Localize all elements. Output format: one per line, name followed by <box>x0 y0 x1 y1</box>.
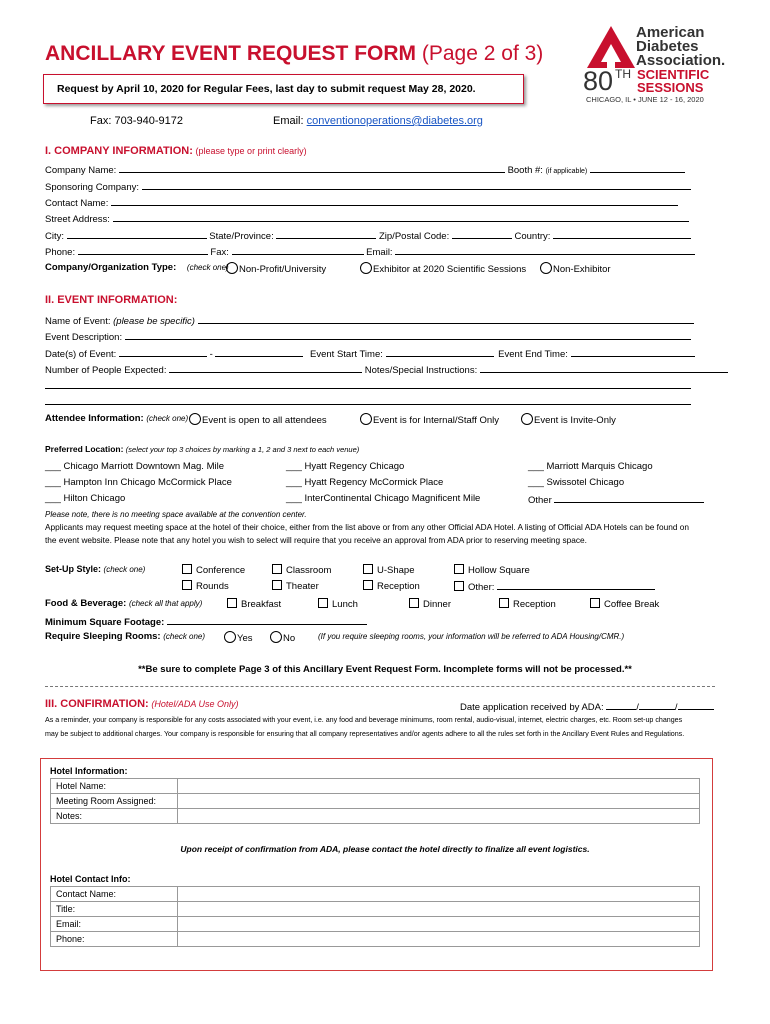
hotel-name: Swissotel Chicago <box>546 477 625 488</box>
table-row <box>51 917 700 932</box>
setup-option[interactable] <box>182 564 245 576</box>
notes-cell[interactable] <box>178 809 700 824</box>
table-row <box>51 809 700 824</box>
preferred-location-row <box>45 444 359 454</box>
checkbox-icon[interactable] <box>454 564 464 574</box>
event-desc-field[interactable] <box>125 330 691 340</box>
notes-line-3[interactable] <box>45 404 691 405</box>
setup-option[interactable] <box>182 580 229 592</box>
hotel-other-field[interactable] <box>554 493 704 503</box>
hotel-rank-blank[interactable]: ___ <box>45 461 61 472</box>
radio-icon[interactable] <box>360 413 372 425</box>
logo-sessions: SESSIONS <box>637 80 704 95</box>
hotel-rank-blank[interactable]: ___ <box>45 477 61 488</box>
hotel-name: Chicago Marriott Downtown Mag. Mile <box>63 461 225 472</box>
food-option-label: Breakfast <box>241 599 282 610</box>
setup-option[interactable] <box>272 580 319 592</box>
hotel-info-label: Hotel Information: <box>50 766 128 776</box>
contact-label: Contact Name: <box>45 198 109 209</box>
title-label: Title: <box>51 902 178 917</box>
setup-option-label: Classroom <box>286 565 332 576</box>
end-time-label: Event End Time: <box>498 349 568 360</box>
checkbox-icon[interactable] <box>182 564 192 574</box>
email-line <box>273 115 483 127</box>
company-heading <box>45 145 307 157</box>
event-date-start-field[interactable] <box>119 347 207 357</box>
phone-row <box>45 245 695 258</box>
hotel-name-label: Hotel Name: <box>51 779 178 794</box>
hotel-name: Hyatt Regency Chicago <box>304 461 405 472</box>
org-type-label: Company/Organization Type: <box>45 262 177 273</box>
food-option-label: Dinner <box>423 599 451 610</box>
hotel-contact-table <box>50 886 700 947</box>
state-label: State/Province: <box>209 231 274 242</box>
checkbox-icon[interactable] <box>454 581 464 591</box>
setup-option[interactable] <box>272 564 331 576</box>
radio-icon[interactable] <box>226 262 238 274</box>
fax-field[interactable] <box>232 245 364 255</box>
fax-label: Fax: <box>210 247 229 258</box>
food-option-label: Reception <box>513 599 556 610</box>
preferred-location-note: (select your top 3 choices by marking a 1, 2 and 3 next to each venue) <box>125 445 360 454</box>
logo-diabetes: Diabetes <box>636 38 699 55</box>
reminder-text-1: As a reminder, your company is responsible for any costs associated with your event, i.e. any food and beverage minimums, room rental, audio-visual, internet, electric charges, etc. Room set-up changes <box>45 716 683 724</box>
zip-field[interactable] <box>452 229 512 239</box>
org-nonexhibitor-option[interactable] <box>540 262 611 275</box>
street-row <box>45 212 689 225</box>
country-label: Country: <box>514 231 551 242</box>
reminder-text-2: may be subject to additional charges. Your company is responsible for ensuring that all company representatives and/or agents adhere to all the rules set forth in the Ancillary Event Rules and Regulations. <box>45 730 685 738</box>
food-option[interactable] <box>227 598 281 610</box>
logo-place: CHICAGO, IL • JUNE 12 - 16, 2020 <box>586 95 704 104</box>
food-option[interactable] <box>590 598 659 610</box>
logo-th: TH <box>615 67 631 81</box>
booth-field[interactable] <box>590 163 685 173</box>
attendee-label: Attendee Information: <box>45 413 144 424</box>
org-type-check-one: (check one) <box>186 263 229 272</box>
confirmation-heading-sub: (Hotel/ADA Use Only) <box>151 699 239 709</box>
radio-icon[interactable] <box>270 631 282 643</box>
attendee-invite-label: Event is Invite-Only <box>534 415 616 426</box>
checkbox-icon[interactable] <box>499 598 509 608</box>
contact-email-cell[interactable] <box>178 917 700 932</box>
sleep-label: Require Sleeping Rooms: <box>45 631 161 642</box>
date-slash: / <box>674 702 678 713</box>
sleep-note: (If you require sleeping rooms, your information will be referred to ADA Housing/CMR.) <box>318 632 625 641</box>
applicants-text-2: the event website. Please note that any hotel you wish to select will require that you receive an approval from ADA prior to reserving meeting space. <box>45 535 587 545</box>
phone-field[interactable] <box>78 245 208 255</box>
radio-icon[interactable] <box>540 262 552 274</box>
street-field[interactable] <box>113 212 689 222</box>
hotel-rank-blank[interactable]: ___ <box>286 461 302 472</box>
setup-option-label: Conference <box>196 565 246 576</box>
city-row <box>45 229 691 242</box>
form-title-text: ANCILLARY EVENT REQUEST FORM <box>45 42 417 65</box>
title-cell[interactable] <box>178 902 700 917</box>
radio-icon[interactable] <box>189 413 201 425</box>
date-slash: / <box>636 702 639 713</box>
min-sq-row <box>45 615 367 628</box>
email-label: Email: <box>273 115 304 127</box>
booth-label: Booth #: <box>507 165 543 176</box>
country-field[interactable] <box>553 229 691 239</box>
checkbox-icon[interactable] <box>182 580 192 590</box>
setup-other-field[interactable] <box>497 580 655 590</box>
checkbox-icon[interactable] <box>363 564 373 574</box>
setup-option-label: Reception <box>377 581 420 592</box>
checkbox-icon[interactable] <box>590 598 600 608</box>
event-name-field[interactable] <box>198 314 694 324</box>
setup-option-label: Rounds <box>196 581 229 592</box>
food-option-label: Coffee Break <box>604 599 660 610</box>
hotel-name: Hampton Inn Chicago McCormick Place <box>63 477 232 488</box>
hotel-other-label: Other <box>528 495 552 506</box>
zip-label: Zip/Postal Code: <box>378 231 450 242</box>
state-field[interactable] <box>276 229 376 239</box>
sponsoring-label: Sponsoring Company: <box>45 182 139 193</box>
setup-option-label: U-Shape <box>377 565 415 576</box>
logo-scientific: SCIENTIFIC <box>637 67 710 82</box>
setup-label: Set-Up Style: <box>45 564 102 574</box>
table-row <box>51 779 700 794</box>
hotel-name: Marriott Marquis Chicago <box>546 461 653 472</box>
hotel-option-other[interactable] <box>528 493 704 506</box>
logo-80: 80 <box>583 66 614 96</box>
attendee-row <box>45 413 188 424</box>
org-type-row <box>45 262 229 273</box>
checkbox-icon[interactable] <box>409 598 419 608</box>
radio-icon[interactable] <box>224 631 236 643</box>
checkbox-icon[interactable] <box>227 598 237 608</box>
hotel-name: Hilton Chicago <box>63 493 126 504</box>
org-nonprofit-label: Non-Profit/University <box>239 264 327 275</box>
food-option-label: Lunch <box>332 599 358 610</box>
city-field[interactable] <box>67 229 207 239</box>
attendee-check-one: (check one) <box>146 414 189 423</box>
hotel-rank-blank[interactable]: ___ <box>286 493 302 504</box>
radio-icon[interactable] <box>360 262 372 274</box>
hotel-info-table <box>50 778 700 824</box>
contact-row <box>45 196 678 209</box>
min-sq-label: Minimum Square Footage: <box>45 617 165 628</box>
hotel-name: InterContinental Chicago Magnificent Mile <box>304 493 481 504</box>
sleep-yes-label: Yes <box>237 633 253 644</box>
event-dates-row <box>45 347 695 360</box>
hotel-option[interactable] <box>286 461 404 472</box>
food-option[interactable] <box>499 598 556 610</box>
attendee-open-option[interactable] <box>189 413 327 426</box>
setup-check-one: (check one) <box>103 565 146 574</box>
hotel-option[interactable] <box>286 477 443 488</box>
street-label: Street Address: <box>45 214 110 225</box>
contact-phone-cell[interactable] <box>178 932 700 947</box>
attendee-internal-option[interactable] <box>360 413 499 426</box>
food-option[interactable] <box>318 598 358 610</box>
booth-note: (if applicable) <box>545 168 588 175</box>
hotel-contact-label: Hotel Contact Info: <box>50 874 131 884</box>
logo-american: American <box>636 24 705 41</box>
city-label: City: <box>45 231 64 242</box>
checkbox-icon[interactable] <box>272 580 282 590</box>
hotel-option[interactable] <box>45 461 224 472</box>
setup-option-label: Other: <box>468 582 495 593</box>
event-heading: II. EVENT INFORMATION: <box>45 294 178 306</box>
setup-option-label: Theater <box>286 581 319 592</box>
hotel-option[interactable] <box>528 461 653 472</box>
company-heading-text: I. COMPANY INFORMATION: <box>45 145 193 157</box>
hotel-rank-blank[interactable]: ___ <box>45 493 61 504</box>
meeting-room-label: Meeting Room Assigned: <box>51 794 178 809</box>
radio-icon[interactable] <box>521 413 533 425</box>
confirmation-heading-text: III. CONFIRMATION: <box>45 698 149 710</box>
form-title <box>45 42 543 66</box>
table-row <box>51 932 700 947</box>
phone-label: Phone: <box>45 247 76 258</box>
hotel-option[interactable] <box>528 477 624 488</box>
setup-option-label: Hollow Square <box>468 565 530 576</box>
hotel-name: Hyatt Regency McCormick Place <box>304 477 444 488</box>
contact-field[interactable] <box>111 196 678 206</box>
setup-label-row <box>45 564 145 574</box>
company-name-label: Company Name: <box>45 165 117 176</box>
event-desc-row <box>45 330 691 343</box>
org-nonexhibitor-label: Non-Exhibitor <box>553 264 611 275</box>
notes-cell-label: Notes: <box>51 809 178 824</box>
org-nonprofit-option[interactable] <box>226 262 326 275</box>
people-row <box>45 363 728 376</box>
people-label: Number of People Expected: <box>45 365 167 376</box>
hotel-option[interactable] <box>45 493 125 504</box>
attendee-internal-label: Event is for Internal/Staff Only <box>373 415 500 426</box>
contact-email-label: Email: <box>51 917 178 932</box>
email-field[interactable] <box>395 245 695 255</box>
event-name-row <box>45 314 694 327</box>
event-dates-label: Date(s) of Event: <box>45 349 117 360</box>
org-exhibitor-option[interactable] <box>360 262 526 275</box>
applicants-text-1: Applicants may request meeting space at the hotel of their choice, either from the list above or from any other Official ADA Hotel. A listing of Official ADA Hotels can be found on <box>45 522 689 532</box>
sleep-no-label: No <box>283 633 296 644</box>
sponsoring-row <box>45 180 691 193</box>
section-divider <box>45 686 715 687</box>
event-name-label: Name of Event: <box>45 316 111 327</box>
sleep-yes-option[interactable] <box>224 631 253 644</box>
contact-phone-label: Phone: <box>51 932 178 947</box>
setup-option[interactable] <box>454 564 530 576</box>
table-row <box>51 794 700 809</box>
upon-receipt-note: Upon receipt of confirmation from ADA, please contact the hotel directly to finalize all event logistics. <box>180 844 590 854</box>
hotel-rank-blank[interactable]: ___ <box>528 461 544 472</box>
hotel-name-cell[interactable] <box>178 779 700 794</box>
no-space-note: Please note, there is no meeting space available at the convention center. <box>45 510 307 519</box>
received-month-field[interactable] <box>606 700 636 710</box>
sleep-check-one: (check one) <box>163 632 206 641</box>
meeting-room-cell[interactable] <box>178 794 700 809</box>
notes-field[interactable] <box>480 363 728 373</box>
setup-option[interactable] <box>363 564 415 576</box>
company-name-row <box>45 163 685 176</box>
logo-association: Association. <box>636 52 726 69</box>
start-time-field[interactable] <box>386 347 494 357</box>
min-sq-field[interactable] <box>167 615 367 625</box>
event-date-end-field[interactable] <box>215 347 303 357</box>
sleep-row <box>45 631 205 642</box>
setup-option-other[interactable] <box>454 580 655 593</box>
end-time-field[interactable] <box>571 347 695 357</box>
people-field[interactable] <box>169 363 362 373</box>
received-day-field[interactable] <box>639 700 675 710</box>
contact-name-label: Contact Name: <box>51 887 178 902</box>
received-date <box>460 700 714 713</box>
received-year-field[interactable] <box>678 700 714 710</box>
checkbox-icon[interactable] <box>272 564 282 574</box>
hotel-rank-blank[interactable]: ___ <box>286 477 302 488</box>
received-label: Date application received by ADA: <box>460 702 604 713</box>
attendee-invite-option[interactable] <box>521 413 616 426</box>
org-exhibitor-label: Exhibitor at 2020 Scientific Sessions <box>373 264 527 275</box>
table-row <box>51 887 700 902</box>
event-name-note: (please be specific) <box>113 316 195 327</box>
food-label: Food & Beverage: <box>45 598 127 609</box>
attendee-open-label: Event is open to all attendees <box>202 415 327 426</box>
food-label-row <box>45 598 202 609</box>
preferred-location-label: Preferred Location: <box>45 444 124 454</box>
company-heading-note: (please type or print clearly) <box>195 146 307 156</box>
sponsoring-field[interactable] <box>142 180 691 190</box>
food-option[interactable] <box>409 598 451 610</box>
start-time-label: Event Start Time: <box>310 349 383 360</box>
event-desc-label: Event Description: <box>45 332 123 343</box>
date-dash: - <box>209 349 213 360</box>
email-link[interactable]: conventionoperations@diabetes.org <box>306 115 483 127</box>
confirmation-heading <box>45 698 239 710</box>
email-field-label: Email: <box>366 247 393 258</box>
notes-line-2[interactable] <box>45 388 691 389</box>
food-note: (check all that apply) <box>128 599 203 608</box>
checkbox-icon[interactable] <box>318 598 328 608</box>
hotel-rank-blank[interactable]: ___ <box>528 477 544 488</box>
checkbox-icon[interactable] <box>363 580 373 590</box>
setup-option[interactable] <box>363 580 420 592</box>
ada-logo-icon <box>585 24 637 70</box>
notes-label: Notes/Special Instructions: <box>364 365 478 376</box>
deadline-text: Request by April 10, 2020 for Regular Fees, last day to submit request May 28, 2020. <box>57 83 476 95</box>
hotel-option[interactable] <box>45 477 232 488</box>
company-name-field[interactable] <box>119 163 505 173</box>
fax-number: Fax: 703-940-9172 <box>90 115 183 127</box>
sleep-no-option[interactable] <box>270 631 295 644</box>
table-row <box>51 902 700 917</box>
hotel-option[interactable] <box>286 493 480 504</box>
contact-name-cell[interactable] <box>178 887 700 902</box>
page-indicator: (Page 2 of 3) <box>421 42 544 65</box>
complete-note: **Be sure to complete Page 3 of this Ancillary Event Request Form. Incomplete forms will not be processed.** <box>138 664 632 675</box>
